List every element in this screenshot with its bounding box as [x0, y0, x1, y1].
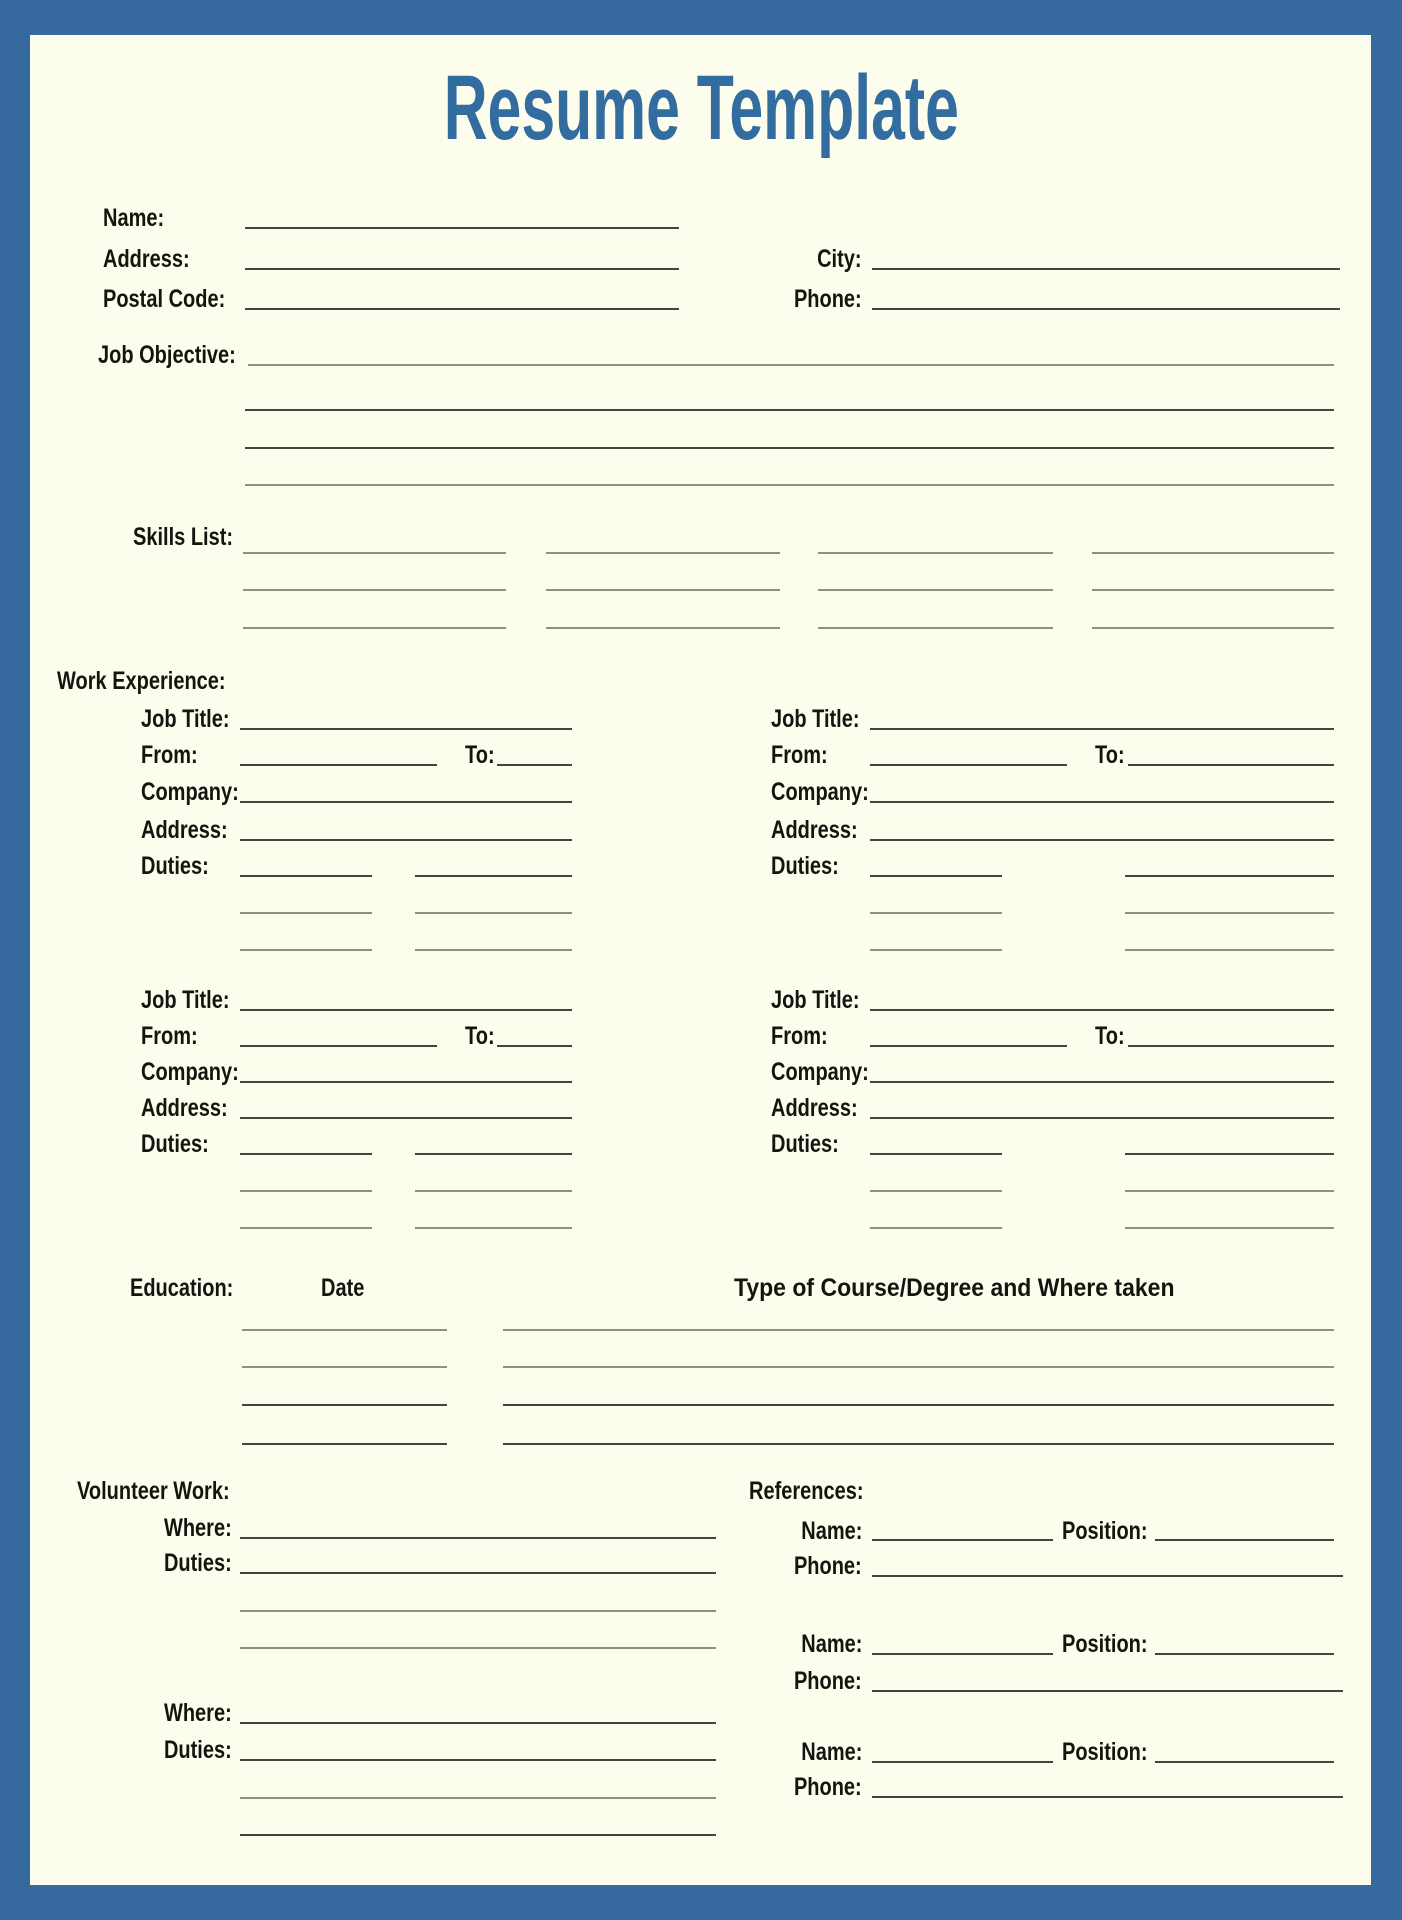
address-line [870, 1117, 1334, 1119]
job-title-label: Job Title: [771, 705, 860, 733]
ref-position-line [1155, 1761, 1334, 1763]
skill-line [818, 627, 1053, 629]
to-label: To: [1095, 741, 1125, 769]
from-label: From: [141, 741, 198, 769]
skill-line [243, 589, 506, 591]
skill-line [1092, 552, 1334, 554]
job-title-label: Job Title: [771, 986, 860, 1014]
company-line [240, 801, 572, 803]
address-line [870, 839, 1334, 841]
education-date-line [242, 1366, 447, 1368]
education-course-line [503, 1366, 1334, 1368]
ref-position-line [1155, 1539, 1334, 1541]
company-line [870, 801, 1334, 803]
ref-name-line [872, 1653, 1053, 1655]
education-date-header: Date [321, 1274, 365, 1302]
references-label: References: [749, 1477, 864, 1505]
duties-line [870, 949, 1002, 951]
ref-name-line [872, 1539, 1053, 1541]
duties-line [415, 1190, 572, 1192]
name-line [245, 227, 679, 229]
blank-line [240, 1797, 716, 1799]
education-date-line [242, 1329, 447, 1331]
to-line [497, 1045, 572, 1047]
duties-line [870, 1153, 1002, 1155]
duties-line [240, 1153, 372, 1155]
where-line [240, 1537, 716, 1539]
duties-line [240, 875, 372, 877]
skill-line [546, 552, 780, 554]
duties-line [870, 1190, 1002, 1192]
company-label: Company: [141, 1058, 239, 1086]
company-label: Company: [141, 778, 239, 806]
from-label: From: [141, 1022, 198, 1050]
phone-line [872, 308, 1340, 310]
job-title-label: Job Title: [141, 705, 230, 733]
to-label: To: [465, 741, 495, 769]
duties-label: Duties: [771, 1130, 839, 1158]
skill-line [243, 552, 506, 554]
to-line [1128, 764, 1334, 766]
volunteer-work-label: Volunteer Work: [77, 1477, 230, 1505]
duties-label: Duties: [141, 852, 209, 880]
to-line [497, 764, 572, 766]
blank-line [240, 1834, 716, 1836]
skill-line [1092, 627, 1334, 629]
paper-sheet [30, 35, 1371, 1885]
education-date-line [242, 1443, 447, 1445]
blank-line [245, 484, 1334, 486]
duties-line [1125, 1190, 1334, 1192]
duties-label: Duties: [141, 1130, 209, 1158]
ref-position-line [1155, 1653, 1334, 1655]
duties-line [415, 912, 572, 914]
job-objective-line [248, 364, 1334, 366]
duties-line [1125, 1227, 1334, 1229]
ref-name-line [872, 1761, 1053, 1763]
from-line [870, 1045, 1067, 1047]
ref-phone-line [872, 1690, 1343, 1692]
address-line [240, 1117, 572, 1119]
duties-line [1125, 912, 1334, 914]
page-title: Resume Template [443, 57, 959, 159]
skill-line [818, 552, 1053, 554]
duties-line [240, 912, 372, 914]
where-label: Where: [164, 1514, 232, 1542]
name-label: Name: [103, 204, 165, 232]
address-label: Address: [103, 245, 190, 273]
job-title-label: Job Title: [141, 986, 230, 1014]
company-label: Company: [771, 1058, 869, 1086]
duties-line [240, 1759, 716, 1761]
duties-line [1125, 949, 1334, 951]
skill-line [546, 589, 780, 591]
where-line [240, 1722, 716, 1724]
ref-phone-line [872, 1575, 1343, 1577]
blank-line [240, 1610, 716, 1612]
postal-code-label: Postal Code: [103, 285, 226, 313]
from-label: From: [771, 741, 828, 769]
work-experience-label: Work Experience: [57, 667, 226, 695]
duties-line [415, 1153, 572, 1155]
ref-name-label: Name: [800, 1517, 862, 1545]
duties-line [870, 912, 1002, 914]
to-label: To: [1095, 1022, 1125, 1050]
ref-phone-label: Phone: [794, 1667, 862, 1695]
education-course-line [503, 1329, 1334, 1331]
duties-line [240, 1572, 716, 1574]
company-line [870, 1081, 1334, 1083]
address-label: Address: [771, 1094, 858, 1122]
address-label: Address: [141, 1094, 228, 1122]
address-line [245, 268, 679, 270]
city-label: City: [817, 245, 862, 273]
from-line [870, 764, 1067, 766]
ref-name-label: Name: [800, 1630, 862, 1658]
address-label: Address: [141, 816, 228, 844]
blank-line [245, 409, 1334, 411]
blank-line [245, 447, 1334, 449]
ref-position-label: Position: [1062, 1630, 1148, 1658]
skill-line [1092, 589, 1334, 591]
ref-position-label: Position: [1062, 1738, 1148, 1766]
skill-line [546, 627, 780, 629]
postal-code-line [245, 308, 679, 310]
education-course-header: Type of Course/Degree and Where taken [734, 1274, 1175, 1302]
ref-position-label: Position: [1062, 1517, 1148, 1545]
skills-list-label: Skills List: [133, 523, 234, 551]
duties-line [870, 875, 1002, 877]
duties-line [240, 1190, 372, 1192]
job-title-line [240, 1009, 572, 1011]
ref-phone-label: Phone: [794, 1773, 862, 1801]
education-course-line [503, 1443, 1334, 1445]
job-title-line [870, 1009, 1334, 1011]
job-objective-label: Job Objective: [98, 341, 236, 369]
company-label: Company: [771, 778, 869, 806]
duties-label: Duties: [164, 1549, 232, 1577]
to-line [1128, 1045, 1334, 1047]
duties-line [870, 1227, 1002, 1229]
job-title-line [240, 728, 572, 730]
ref-phone-label: Phone: [794, 1552, 862, 1580]
address-label: Address: [771, 816, 858, 844]
education-label: Education: [130, 1274, 234, 1302]
duties-label: Duties: [771, 852, 839, 880]
from-line [240, 764, 437, 766]
from-label: From: [771, 1022, 828, 1050]
duties-line [240, 1227, 372, 1229]
to-label: To: [465, 1022, 495, 1050]
company-line [240, 1081, 572, 1083]
skill-line [243, 627, 506, 629]
job-title-line [870, 728, 1334, 730]
education-date-line [242, 1404, 447, 1406]
address-line [240, 839, 572, 841]
duties-line [1125, 875, 1334, 877]
duties-line [415, 1227, 572, 1229]
ref-phone-line [872, 1796, 1343, 1798]
from-line [240, 1045, 437, 1047]
education-course-line [503, 1404, 1334, 1406]
ref-name-label: Name: [800, 1738, 862, 1766]
duties-line [240, 949, 372, 951]
blank-line [240, 1647, 716, 1649]
duties-label: Duties: [164, 1736, 232, 1764]
duties-line [415, 949, 572, 951]
phone-label: Phone: [794, 285, 862, 313]
duties-line [1125, 1153, 1334, 1155]
where-label: Where: [164, 1699, 232, 1727]
skill-line [818, 589, 1053, 591]
city-line [872, 268, 1340, 270]
duties-line [415, 875, 572, 877]
